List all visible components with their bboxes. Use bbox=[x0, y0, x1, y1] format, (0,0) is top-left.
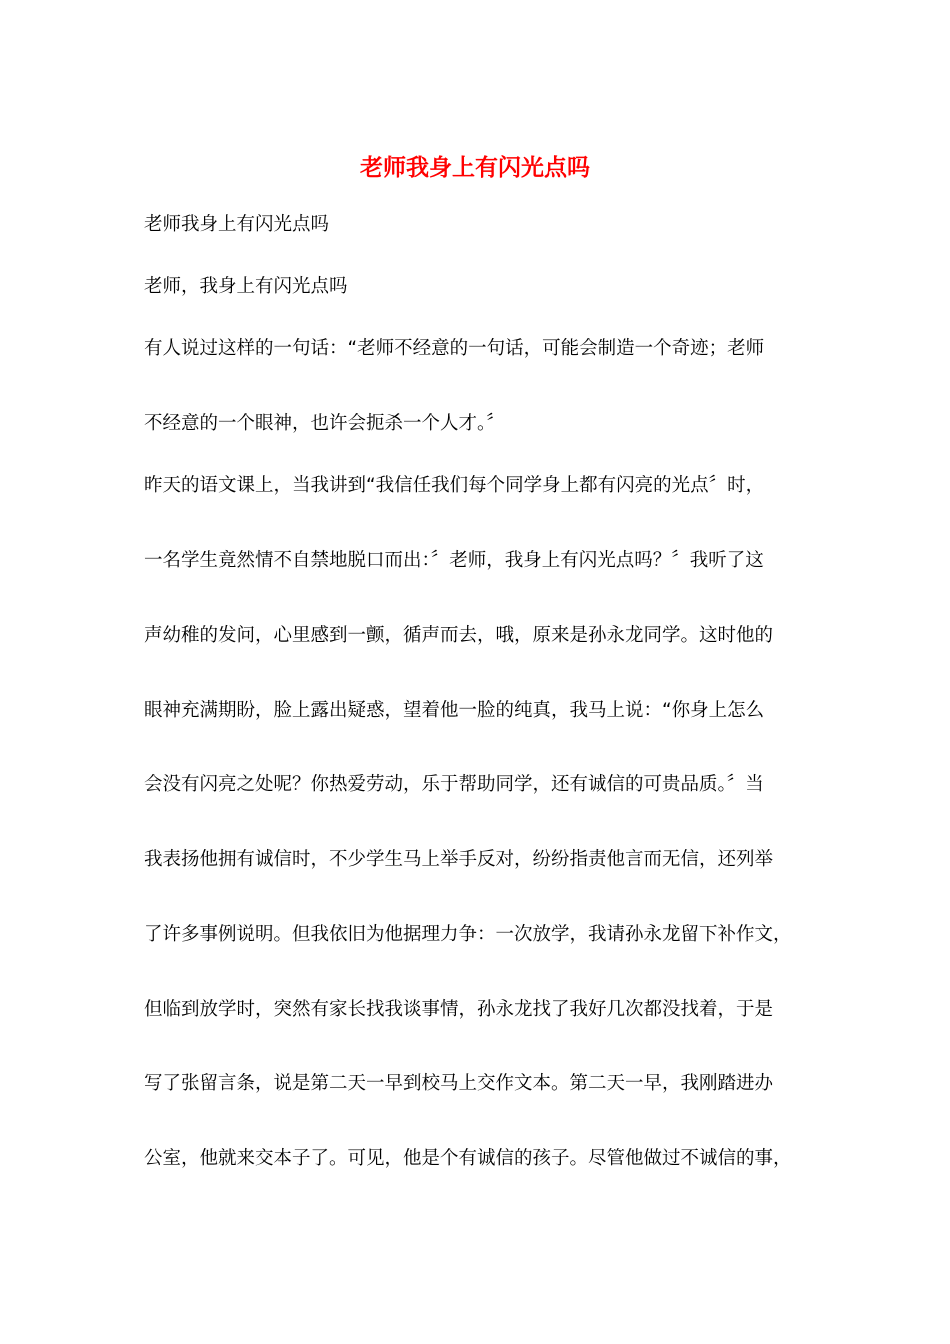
body-line: 一名学生竟然情不自禁地脱口而出：〞老师，我身上有闪光点吗？〞我听了这 bbox=[144, 550, 764, 571]
document-title: 老师我身上有闪光点吗 bbox=[360, 154, 590, 181]
body-line: 公室，他就来交本子了。可见，他是个有诚信的孩子。尽管他做过不诚信的事， bbox=[144, 1148, 792, 1169]
body-line: 但临到放学时，突然有家长找我谈事情，孙永龙找了我好几次都没找着，于是 bbox=[144, 999, 774, 1020]
body-line: 了许多事例说明。但我依旧为他据理力争：一次放学，我请孙永龙留下补作文， bbox=[144, 924, 792, 945]
document-subtitle: 老师我身上有闪光点吗 bbox=[144, 214, 330, 235]
body-line: 声幼稚的发问，心里感到一颤，循声而去，哦，原来是孙永龙同学。这时他的 bbox=[144, 625, 774, 646]
body-line: 眼神充满期盼，脸上露出疑惑，望着他一脸的纯真，我马上说：“你身上怎么 bbox=[144, 700, 765, 721]
body-line: 不经意的一个眼神，也许会扼杀一个人才。〞 bbox=[144, 413, 505, 434]
body-line: 有人说过这样的一句话：“老师不经意的一句话，可能会制造一个奇迹；老师 bbox=[144, 338, 765, 359]
body-line: 我表扬他拥有诚信时，不少学生马上举手反对，纷纷指责他言而无信，还列举 bbox=[144, 849, 774, 870]
body-line: 会没有闪亮之处呢？你热爱劳动，乐于帮助同学，还有诚信的可贵品质。〞当 bbox=[144, 774, 764, 795]
body-line: 写了张留言条，说是第二天一早到校马上交作文本。第二天一早，我刚踏进办 bbox=[144, 1073, 774, 1094]
document-heading: 老师，我身上有闪光点吗 bbox=[144, 276, 348, 297]
body-line: 昨天的语文课上，当我讲到“我信任我们每个同学身上都有闪亮的光点〞时， bbox=[144, 475, 765, 496]
